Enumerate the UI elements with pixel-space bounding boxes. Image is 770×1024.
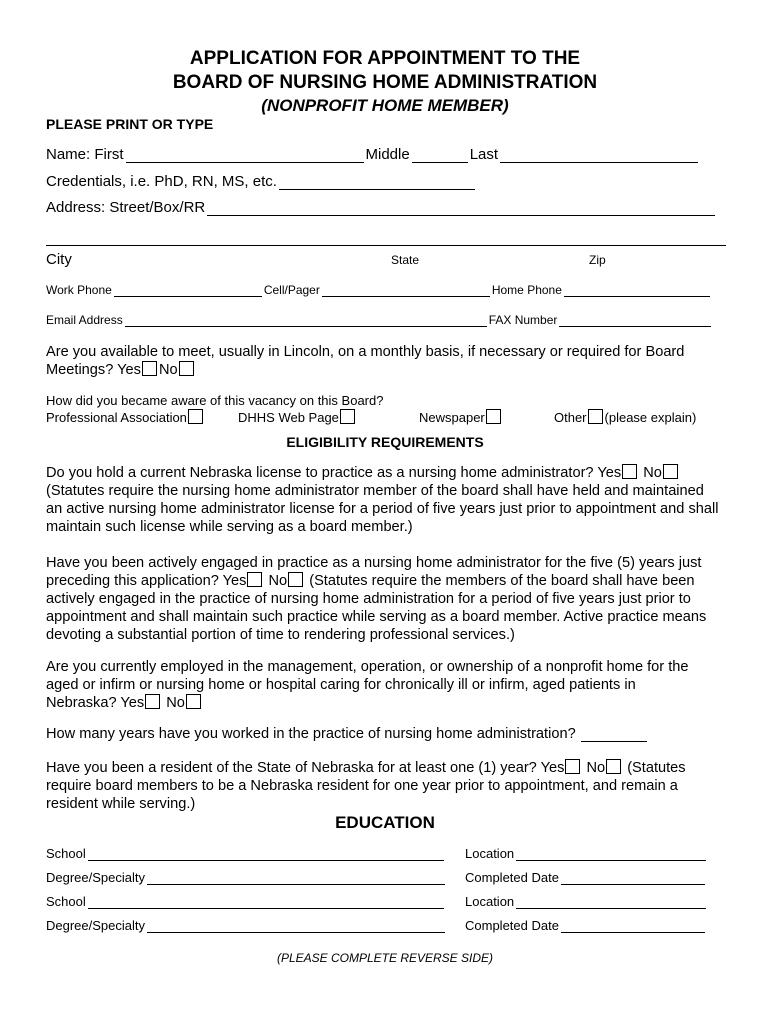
completed-date-field[interactable] xyxy=(561,920,705,933)
newspaper-label: Newspaper xyxy=(419,410,485,425)
reverse-side-note: (PLEASE COMPLETE REVERSE SIDE) xyxy=(276,951,494,965)
work-phone-field[interactable] xyxy=(114,285,262,297)
employment-question-line-1: Are you currently employed in the management, operation, or ownership of a nonprofit home for the xyxy=(46,659,689,675)
professional-association-checkbox[interactable] xyxy=(188,409,203,424)
residency-yes-checkbox[interactable] xyxy=(565,759,580,774)
address-row xyxy=(46,199,717,216)
education-right-label: Completed Date xyxy=(465,870,559,885)
work-phone-label: Work Phone xyxy=(46,283,112,297)
first-name-field[interactable] xyxy=(126,149,364,163)
license-yes-label: Do you hold a current Nebraska license to practice as a nursing home administrator? Yes xyxy=(46,465,622,481)
school-field[interactable] xyxy=(88,848,444,861)
education-right-label: Completed Date xyxy=(465,918,559,933)
location-field[interactable] xyxy=(516,848,706,861)
middle-name-field[interactable] xyxy=(412,149,468,163)
availability-no-label: No xyxy=(158,362,178,378)
employment-question-line-3 xyxy=(46,694,746,712)
first-name-label: Name: First xyxy=(46,146,124,163)
years-question-label: How many years have you worked in the practice of nursing home administration? xyxy=(46,726,576,742)
residency-yes-label: Have you been a resident of the State of Nebraska for at least one (1) year? Yes xyxy=(46,760,565,776)
education-heading: EDUCATION xyxy=(335,813,435,832)
credentials-row xyxy=(46,173,477,190)
residency-no-label: No xyxy=(586,760,606,776)
practice-question xyxy=(46,554,746,644)
residency-question-line-2: require board members to be a Nebraska resident for one year prior to appointment, and remain a xyxy=(46,778,678,794)
city-label: City xyxy=(46,251,72,268)
degree-specialty-field[interactable] xyxy=(147,872,445,885)
residency-question xyxy=(46,759,746,813)
license-question-line-3: an active nursing home administrator license for a period of five years just prior to appointment and shall xyxy=(46,501,719,517)
education-right-label: Location xyxy=(465,846,515,861)
cell-pager-field[interactable] xyxy=(322,285,490,297)
vacancy-professional xyxy=(46,409,205,425)
fax-field[interactable] xyxy=(559,315,711,327)
license-no-checkbox[interactable] xyxy=(663,464,678,479)
license-question xyxy=(46,464,746,536)
availability-yes-label: Meetings? Yes xyxy=(46,362,141,378)
last-name-label: Last xyxy=(469,146,499,163)
vacancy-dhhs xyxy=(238,409,357,425)
education-right-label: Location xyxy=(465,894,515,909)
completed-date-field[interactable] xyxy=(561,872,705,885)
home-phone-label: Home Phone xyxy=(491,283,562,297)
please-explain-label: (please explain) xyxy=(604,410,697,425)
practice-yes-label: preceding this application? Yes xyxy=(46,573,247,589)
education-row xyxy=(465,846,708,861)
employment-no-checkbox[interactable] xyxy=(186,694,201,709)
address-field[interactable] xyxy=(207,202,715,216)
phone-row xyxy=(46,283,712,297)
education-left-label: School xyxy=(46,846,86,861)
email-label: Email Address xyxy=(46,313,123,327)
fax-label: FAX Number xyxy=(488,313,558,327)
other-label: Other xyxy=(554,410,587,425)
address-line-2-field[interactable] xyxy=(46,245,726,246)
location-field[interactable] xyxy=(516,896,706,909)
availability-no-checkbox[interactable] xyxy=(179,361,194,376)
cell-pager-label: Cell/Pager xyxy=(263,283,320,297)
years-question xyxy=(46,726,649,742)
education-row xyxy=(46,846,446,861)
availability-question xyxy=(46,343,746,379)
license-question-line-4: maintain such license while serving as a board member.) xyxy=(46,519,413,535)
practice-question-line-4: appointment and shall maintain such practice while serving as a board member. Active practice means xyxy=(46,609,707,625)
degree-specialty-field[interactable] xyxy=(147,920,445,933)
state-label: State xyxy=(391,253,420,267)
education-left-label: School xyxy=(46,894,86,909)
employment-question-line-2: aged or infirm or nursing home or hospital caring for chronically ill or infirm, aged patients in xyxy=(46,677,636,693)
practice-question-line-2 xyxy=(46,572,746,590)
vacancy-other xyxy=(554,409,696,425)
professional-association-label: Professional Association xyxy=(46,410,187,425)
other-checkbox[interactable] xyxy=(588,409,603,424)
education-row xyxy=(465,870,707,885)
name-row xyxy=(46,146,700,163)
practice-yes-checkbox[interactable] xyxy=(247,572,262,587)
employment-yes-label: Nebraska? Yes xyxy=(46,695,145,711)
address-label: Address: Street/Box/RR xyxy=(46,199,206,216)
print-instruction: PLEASE PRINT OR TYPE xyxy=(46,116,214,132)
dhhs-web-page-checkbox[interactable] xyxy=(340,409,355,424)
education-row xyxy=(46,918,447,933)
middle-name-label: Middle xyxy=(365,146,410,163)
zip-label: Zip xyxy=(589,253,606,267)
practice-no-label: No xyxy=(268,573,288,589)
home-phone-field[interactable] xyxy=(564,285,710,297)
practice-question-line-1: Have you been actively engaged in practice as a nursing home administrator for the five (5) years just xyxy=(46,555,702,571)
last-name-field[interactable] xyxy=(500,149,698,163)
license-question-line-2: (Statutes require the nursing home administrator member of the board shall have held and maintained xyxy=(46,483,704,499)
education-row xyxy=(465,894,708,909)
practice-statute-text: (Statutes require the members of the board shall have been xyxy=(309,573,695,589)
eligibility-heading: ELIGIBILITY REQUIREMENTS xyxy=(286,434,484,450)
credentials-label: Credentials, i.e. PhD, RN, MS, etc. xyxy=(46,173,277,190)
availability-line-2 xyxy=(46,361,746,379)
education-row xyxy=(46,870,447,885)
residency-question-line-1 xyxy=(46,759,746,777)
credentials-field[interactable] xyxy=(279,176,475,190)
employment-question xyxy=(46,658,746,712)
license-no-label: No xyxy=(643,465,662,481)
newspaper-checkbox[interactable] xyxy=(486,409,501,424)
practice-question-line-5: devoting a substantial portion of time to rendering professional services.) xyxy=(46,627,515,643)
dhhs-web-page-label: DHHS Web Page xyxy=(238,410,339,425)
license-yes-checkbox[interactable] xyxy=(622,464,637,479)
education-row xyxy=(46,894,446,909)
vacancy-newspaper xyxy=(419,409,503,425)
residency-question-line-3: resident while serving.) xyxy=(46,796,196,812)
education-left-label: Degree/Specialty xyxy=(46,918,145,933)
residency-statute-text: (Statutes xyxy=(627,760,686,776)
practice-no-checkbox[interactable] xyxy=(288,572,303,587)
school-field[interactable] xyxy=(88,896,444,909)
vacancy-question: How did you became aware of this vacancy on this Board? xyxy=(46,393,384,408)
education-row xyxy=(465,918,707,933)
license-question-line-1 xyxy=(46,464,746,482)
form-title-line-2: BOARD OF NURSING HOME ADMINISTRATION xyxy=(172,72,598,93)
email-fax-row xyxy=(46,313,713,327)
availability-line-1: Are you available to meet, usually in Lincoln, on a monthly basis, if necessary or required for Board xyxy=(46,344,685,360)
employment-yes-checkbox[interactable] xyxy=(145,694,160,709)
education-left-label: Degree/Specialty xyxy=(46,870,145,885)
practice-question-line-3: actively engaged in the practice of nursing home administration for a period of five years just prior to xyxy=(46,591,691,607)
years-field[interactable] xyxy=(581,728,647,742)
employment-no-label: No xyxy=(166,695,185,711)
availability-yes-checkbox[interactable] xyxy=(142,361,157,376)
form-subtitle: (NONPROFIT HOME MEMBER) xyxy=(261,96,509,115)
residency-no-checkbox[interactable] xyxy=(606,759,621,774)
email-field[interactable] xyxy=(125,315,487,327)
form-title-line-1: APPLICATION FOR APPOINTMENT TO THE xyxy=(189,48,581,69)
